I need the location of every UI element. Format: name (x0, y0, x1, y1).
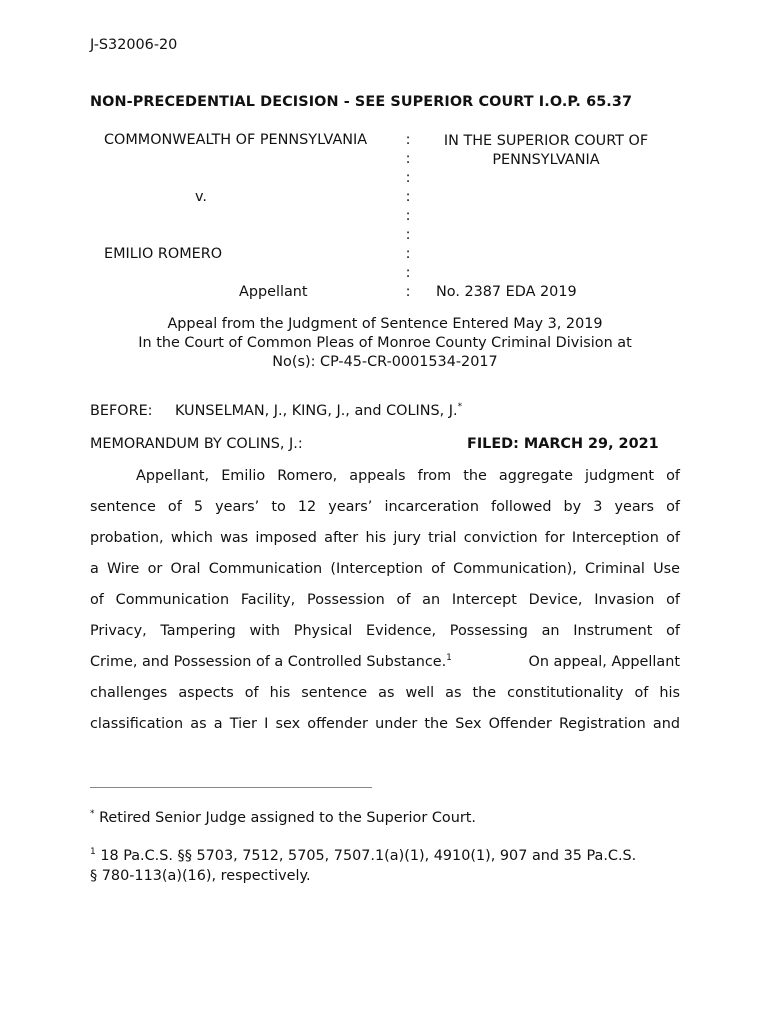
filed-date: FILED: MARCH 29, 2021 (467, 436, 659, 452)
footnote-ref: 1 (446, 653, 452, 663)
footnote-1-line2: § 780-113(a)(16), respectively. (90, 868, 311, 884)
court-name-line1: IN THE SUPERIOR COURT OF (443, 133, 649, 149)
caption-colon: : (405, 132, 411, 148)
body-line: classification as a Tier I sex offender under the Sex Offender Registration and (90, 716, 680, 732)
footnote-star-text: Retired Senior Judge assigned to the Superior Court. (99, 810, 476, 826)
caption-colon: : (405, 151, 411, 167)
defendant-name: EMILIO ROMERO (104, 246, 223, 262)
caption-colon: : (405, 227, 411, 243)
panel-judges (175, 403, 462, 419)
body-line: Privacy, Tampering with Physical Evidence, Possessing an Instrument of (90, 623, 680, 639)
footnote-separator (90, 787, 372, 788)
caption-colon: : (405, 208, 411, 224)
footnote-star-mark: * (90, 809, 95, 819)
caption-colon: : (405, 170, 411, 186)
appeal-line-2: In the Court of Common Pleas of Monroe County Criminal Division at (138, 335, 632, 351)
appeal-line-3: No(s): CP-45-CR-0001534-2017 (272, 354, 498, 370)
caption-colon: : (405, 246, 411, 262)
plaintiff-name: COMMONWEALTH OF PENNSYLVANIA (104, 132, 368, 148)
footnote-star (90, 808, 690, 828)
body-line: challenges aspects of his sentence as well as the constitutionality of his (90, 685, 680, 701)
appeal-description (90, 315, 680, 372)
docket-id: J-S32006-20 (90, 37, 178, 53)
court-name (418, 132, 674, 170)
versus-label: v. (195, 189, 207, 205)
footnote-1-mark: 1 (90, 847, 96, 857)
caption-colon: : (405, 189, 411, 205)
before-label: BEFORE: (90, 403, 153, 419)
appellant-role: Appellant (239, 284, 308, 300)
docket-number: No. 2387 EDA 2019 (436, 284, 577, 300)
court-name-line2: PENNSYLVANIA (492, 152, 600, 168)
judge-footnote-mark: * (457, 402, 463, 412)
footnote-1 (90, 846, 690, 886)
footnote-1-text: 18 Pa.C.S. §§ 5703, 7512, 5705, 7507.1(a)(1), 4910(1), 907 and 35 Pa.C.S. (100, 848, 637, 864)
panel-judges-text: KUNSELMAN, J., KING, J., and COLINS, J. (175, 403, 458, 419)
body-line: of Communication Facility, Possession of an Intercept Device, Invasion of (90, 592, 680, 608)
caption-colon: : (405, 265, 411, 281)
body-line: sentence of 5 years’ to 12 years’ incarceration followed by 3 years of (90, 499, 680, 515)
body-paragraph (90, 461, 680, 740)
body-line: On appeal, Appellant (528, 654, 680, 670)
appeal-line-1: Appeal from the Judgment of Sentence Entered May 3, 2019 (167, 316, 603, 332)
body-line: probation, which was imposed after his jury trial conviction for Interception of (90, 530, 680, 546)
body-line-with-footnote (90, 647, 680, 678)
body-line: Crime, and Possession of a Controlled Substance. (90, 654, 447, 670)
caption-colon: : (405, 284, 411, 300)
memorandum-author: MEMORANDUM BY COLINS, J.: (90, 436, 303, 452)
nonprecedential-notice: NON-PRECEDENTIAL DECISION - SEE SUPERIOR COURT I.O.P. 65.37 (90, 94, 633, 110)
footnote-1-line1 (90, 846, 690, 866)
body-line: a Wire or Oral Communication (Interception of Communication), Criminal Use (90, 561, 680, 577)
body-line: Appellant, Emilio Romero, appeals from the aggregate judgment of (136, 468, 680, 484)
